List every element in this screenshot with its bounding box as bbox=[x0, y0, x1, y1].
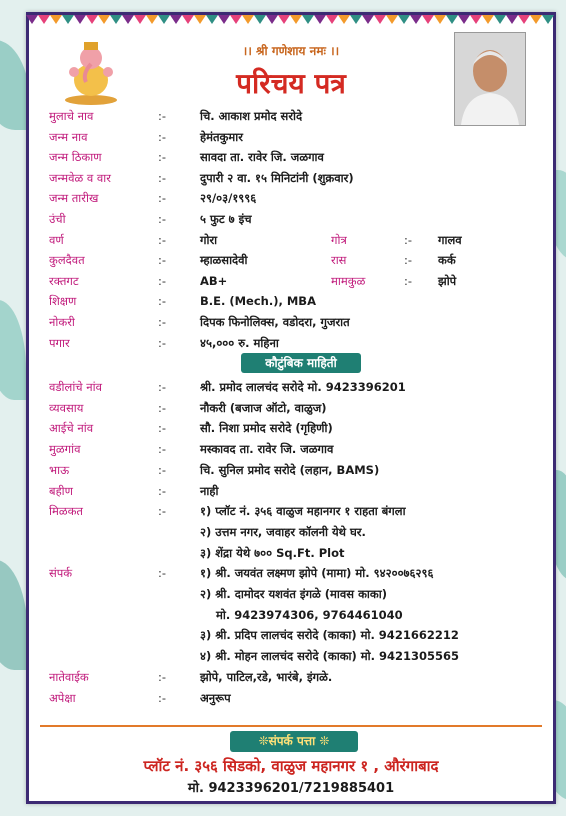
contact-address: प्लॉट नं. ३५६ सिडको, वाळुज महानगर १ , औरंगाबाद bbox=[143, 757, 439, 775]
detail-row bbox=[26, 546, 556, 566]
detail-row bbox=[26, 109, 556, 129]
detail-value: गोरा bbox=[200, 232, 218, 247]
bunting-flag bbox=[410, 15, 422, 24]
detail-row bbox=[26, 649, 556, 669]
bunting-flag bbox=[290, 15, 302, 24]
detail-value: ४) श्री. मोहन लालचंद सरोदे (काका) मो. 9421305565 bbox=[200, 649, 460, 664]
detail-value: चि. सुनिल प्रमोद सरोदे (लहान, BAMS) bbox=[200, 462, 380, 477]
detail-value: ३) श्री. प्रदिप लालचंद सरोदे (काका) मो. 9421662212 bbox=[200, 628, 459, 643]
detail-separator: :- bbox=[158, 335, 167, 350]
bunting-flag bbox=[398, 15, 410, 24]
page-title: परिचय पत्र bbox=[236, 67, 346, 100]
detail-value: ४५,००० रु. महिना bbox=[200, 335, 279, 350]
detail-row bbox=[26, 421, 556, 441]
detail-value: श्री. प्रमोद लालचंद सरोदे मो. 9423396201 bbox=[200, 380, 406, 394]
bunting-flag bbox=[530, 15, 542, 24]
detail-value: AB+ bbox=[200, 273, 228, 288]
detail-row bbox=[26, 442, 556, 462]
bunting-flag bbox=[146, 15, 158, 24]
footer-divider bbox=[40, 725, 542, 727]
detail-row bbox=[26, 171, 556, 191]
detail-separator: :- bbox=[158, 294, 167, 309]
detail-value: सौ. निशा प्रमोद सरोदे (गृहिणी) bbox=[200, 421, 333, 436]
detail-separator: :- bbox=[158, 566, 167, 581]
detail-row bbox=[26, 463, 556, 483]
bunting-flag bbox=[386, 15, 398, 24]
biodata-card bbox=[26, 12, 556, 804]
bunting-flag bbox=[374, 15, 386, 24]
bunting-flag bbox=[362, 15, 374, 24]
detail-label-right: गोत्र bbox=[331, 232, 347, 247]
bunting-flag bbox=[218, 15, 230, 24]
bunting-flag bbox=[254, 15, 266, 24]
detail-value: दुपारी २ वा. १५ मिनिटांनी (शुक्रवार) bbox=[200, 170, 354, 185]
detail-separator: :- bbox=[158, 129, 167, 144]
detail-value: २) श्री. दामोदर यशवंत इंगळे (मावस काका) bbox=[200, 587, 387, 601]
detail-separator: :- bbox=[158, 400, 167, 415]
detail-separator: :- bbox=[158, 109, 167, 123]
detail-row bbox=[26, 253, 556, 273]
detail-label: कुलदैवत bbox=[49, 253, 85, 268]
bunting-decoration bbox=[26, 12, 556, 28]
detail-row bbox=[26, 504, 556, 524]
detail-separator: :- bbox=[158, 690, 167, 705]
bunting-flag bbox=[134, 15, 146, 24]
bunting-flag bbox=[314, 15, 326, 24]
detail-label-right: रास bbox=[331, 253, 347, 268]
detail-label: मिळकत bbox=[49, 504, 83, 519]
bunting-flag bbox=[122, 15, 134, 24]
detail-label: भाऊ bbox=[49, 462, 70, 477]
bunting-flag bbox=[38, 15, 50, 24]
detail-label: रक्तगट bbox=[49, 273, 79, 288]
detail-separator: :- bbox=[158, 253, 167, 268]
bunting-flag bbox=[446, 15, 458, 24]
detail-separator: :- bbox=[158, 462, 167, 477]
detail-value-right: झोपे bbox=[438, 273, 457, 288]
bunting-flag bbox=[206, 15, 218, 24]
bunting-flag bbox=[506, 15, 518, 24]
detail-row bbox=[26, 130, 556, 150]
detail-value: २९/०३/१९९६ bbox=[200, 191, 257, 206]
detail-label: उंची bbox=[49, 212, 66, 226]
bunting-flag bbox=[50, 15, 62, 24]
detail-separator: :- bbox=[158, 315, 167, 329]
detail-value-right: गालव bbox=[438, 232, 462, 247]
detail-row bbox=[26, 525, 556, 545]
detail-value: नौकरी (बजाज ऑटो, वाळुज) bbox=[200, 400, 327, 415]
bunting-flag bbox=[482, 15, 494, 24]
detail-value: अनुरूप bbox=[200, 690, 231, 705]
detail-value: झोपे, पाटिल,रडे, भारंबे, इंगळे. bbox=[200, 669, 333, 684]
bunting-flag bbox=[86, 15, 98, 24]
detail-row bbox=[26, 670, 556, 690]
detail-row bbox=[26, 628, 556, 648]
detail-separator: :- bbox=[158, 669, 167, 684]
contact-address-heading: ❊संपर्क पत्ता ❊ bbox=[230, 731, 358, 752]
family-section-heading: कौटुंबिक माहिती bbox=[241, 353, 361, 373]
detail-row bbox=[26, 484, 556, 504]
detail-separator: :- bbox=[158, 170, 167, 185]
bunting-flag bbox=[422, 15, 434, 24]
invocation-text: ।। श्री गणेशाय नमः ।। bbox=[242, 44, 340, 58]
bunting-flag bbox=[350, 15, 362, 24]
detail-label: जन्मवेळ व वार bbox=[49, 170, 111, 185]
detail-label: पगार bbox=[49, 335, 70, 350]
detail-separator: :- bbox=[158, 380, 167, 394]
detail-value: दिपक फिनोलिक्स, वडोदरा, गुजरात bbox=[200, 315, 350, 329]
detail-separator-right: :- bbox=[404, 273, 413, 288]
detail-label: नोकरी bbox=[49, 315, 75, 329]
detail-label: मुळगांव bbox=[49, 442, 81, 457]
detail-row bbox=[26, 274, 556, 294]
detail-label: वर्ण bbox=[49, 232, 64, 247]
detail-separator: :- bbox=[158, 483, 167, 498]
detail-row bbox=[26, 401, 556, 421]
detail-separator: :- bbox=[158, 421, 167, 436]
bunting-flag bbox=[338, 15, 350, 24]
leaf-decoration bbox=[0, 300, 26, 400]
detail-value: १) प्लॉट नं. ३५६ वाळुज महानगर १ राहता बंगला bbox=[200, 504, 406, 519]
bunting-flag bbox=[326, 15, 338, 24]
detail-separator: :- bbox=[158, 442, 167, 457]
detail-separator: :- bbox=[158, 504, 167, 519]
detail-label: अपेक्षा bbox=[49, 690, 76, 705]
bunting-flag bbox=[170, 15, 182, 24]
bunting-flag bbox=[110, 15, 122, 24]
detail-separator-right: :- bbox=[404, 253, 413, 268]
detail-label: मुलाचे नाव bbox=[49, 109, 94, 123]
bunting-flag bbox=[494, 15, 506, 24]
detail-row bbox=[26, 315, 556, 335]
detail-row bbox=[26, 566, 556, 586]
detail-value: १) श्री. जयवंत लक्ष्मण झोपे (मामा) मो. ९४२००७६२९६ bbox=[200, 566, 434, 581]
bunting-flag bbox=[302, 15, 314, 24]
bunting-flag bbox=[470, 15, 482, 24]
detail-label: आईचे नांव bbox=[49, 421, 94, 436]
bunting-flag bbox=[194, 15, 206, 24]
detail-separator: :- bbox=[158, 273, 167, 288]
detail-label: वडीलांचे नांव bbox=[49, 380, 103, 394]
detail-row bbox=[26, 587, 556, 607]
detail-row bbox=[26, 212, 556, 232]
detail-value: हेमंतकुमार bbox=[200, 129, 243, 144]
bunting-flag bbox=[266, 15, 278, 24]
bunting-flag bbox=[542, 15, 554, 24]
detail-value: मस्कावद ता. रावेर जि. जळगाव bbox=[200, 442, 334, 457]
detail-value: म्हाळसादेवी bbox=[200, 253, 248, 268]
detail-value: नाही bbox=[200, 483, 219, 498]
bunting-flag bbox=[98, 15, 110, 24]
detail-label: जन्म ठिकाण bbox=[49, 150, 102, 165]
detail-row bbox=[26, 233, 556, 253]
detail-value: B.E. (Mech.), MBA bbox=[200, 294, 316, 309]
detail-value: ३) शेंद्रा येथे ७०० Sq.Ft. Plot bbox=[200, 545, 345, 560]
bunting-flag bbox=[62, 15, 74, 24]
detail-row bbox=[26, 380, 556, 400]
detail-label: जन्म तारीख bbox=[49, 191, 99, 206]
detail-label: व्यवसाय bbox=[49, 400, 84, 415]
leaf-decoration bbox=[0, 560, 28, 670]
detail-value: चि. आकाश प्रमोद सरोदे bbox=[200, 109, 303, 123]
bunting-flag bbox=[278, 15, 290, 24]
bunting-flag bbox=[182, 15, 194, 24]
bunting-flag bbox=[434, 15, 446, 24]
detail-label: नातेवाईक bbox=[49, 669, 89, 684]
bunting-flag bbox=[242, 15, 254, 24]
detail-label: जन्म नाव bbox=[49, 129, 88, 144]
bunting-flag bbox=[158, 15, 170, 24]
bunting-flag bbox=[458, 15, 470, 24]
detail-value: २) उत्तम नगर, जवाहर कॉलनी येथे घर. bbox=[200, 524, 366, 539]
bunting-flag bbox=[230, 15, 242, 24]
detail-separator-right: :- bbox=[404, 232, 413, 247]
contact-phone: मो. 9423396201/7219885401 bbox=[187, 781, 395, 796]
detail-label: शिक्षण bbox=[49, 294, 77, 309]
detail-label: बहीण bbox=[49, 483, 73, 498]
detail-value: ५ फुट ७ इंच bbox=[200, 212, 252, 226]
detail-row bbox=[26, 294, 556, 314]
bunting-flag bbox=[74, 15, 86, 24]
detail-value: मो. 9423974306, 9764461040 bbox=[216, 607, 403, 622]
detail-value-right: कर्क bbox=[438, 253, 456, 268]
detail-separator: :- bbox=[158, 191, 167, 206]
detail-row bbox=[26, 691, 556, 711]
detail-separator: :- bbox=[158, 212, 167, 226]
detail-label-right: मामकुळ bbox=[331, 273, 366, 288]
detail-label: संपर्क bbox=[49, 566, 73, 581]
bunting-flag bbox=[518, 15, 530, 24]
detail-row bbox=[26, 191, 556, 211]
detail-value: सावदा ता. रावेर जि. जळगाव bbox=[200, 150, 324, 165]
detail-row bbox=[26, 150, 556, 170]
detail-separator: :- bbox=[158, 232, 167, 247]
bunting-flag bbox=[26, 15, 38, 24]
detail-separator: :- bbox=[158, 150, 167, 165]
detail-row bbox=[26, 608, 556, 628]
